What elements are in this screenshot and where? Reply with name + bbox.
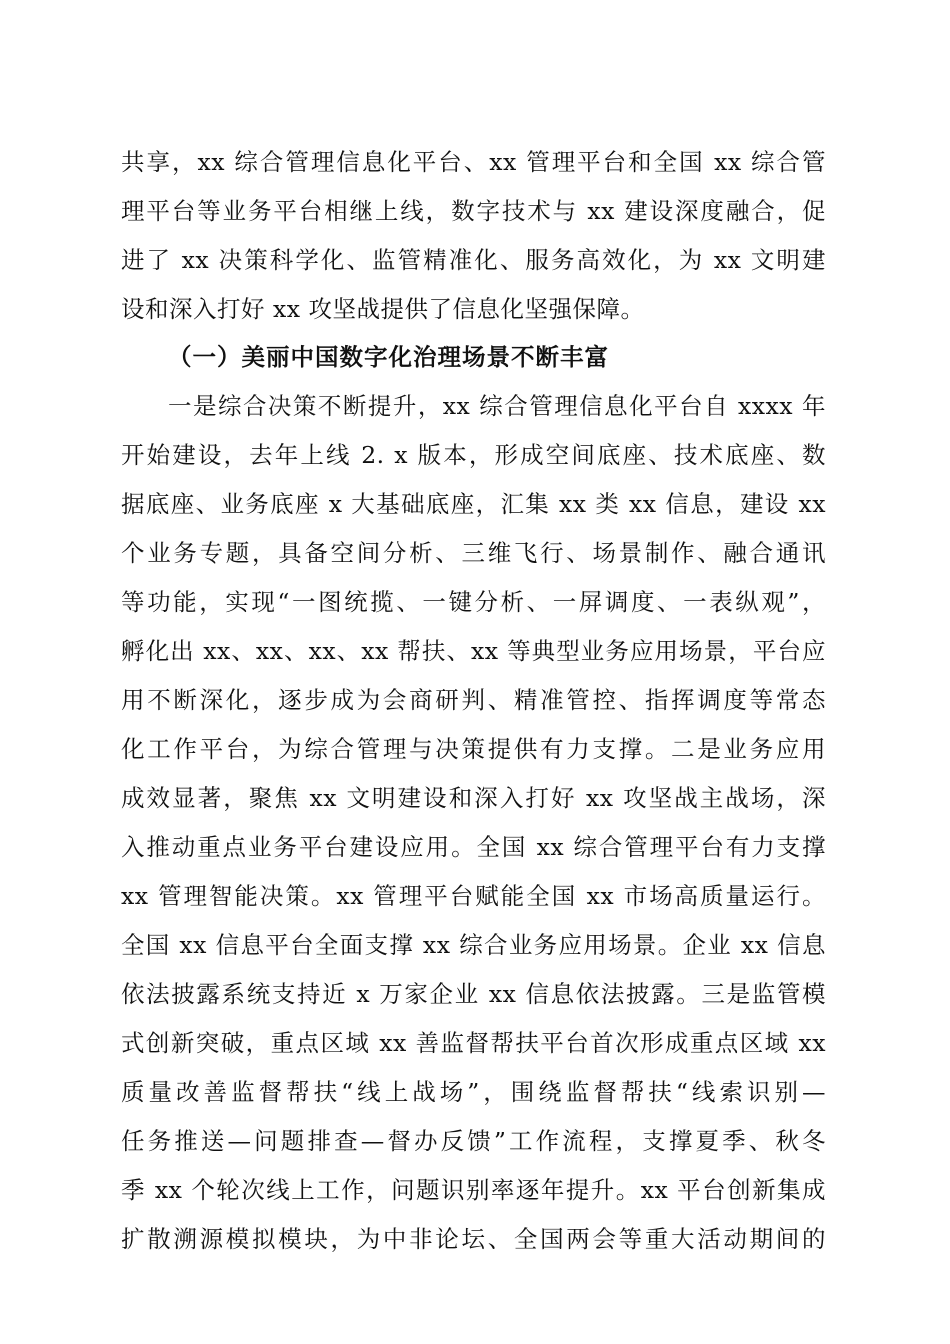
intro-line-1: 共享，xx 综合管理信息化平台、xx 管理平台和全国 xx 综合管 (121, 148, 826, 176)
body-line-7: 用不断深化，逐步成为会商研判、精准管控、指挥调度等常态 (121, 686, 826, 714)
body-line-17: 季 xx 个轮次线上工作，问题识别率逐年提升。xx 平台创新集成 (121, 1176, 826, 1204)
body-line-2: 开始建设，去年上线 2. x 版本，形成空间底座、技术底座、数 (121, 441, 826, 469)
body-line-10: 入推动重点业务平台建设应用。全国 xx 综合管理平台有力支撑 (121, 833, 826, 861)
body-line-11: xx 管理智能决策。xx 管理平台赋能全国 xx 市场高质量运行。 (121, 882, 826, 910)
body-line-5: 等功能，实现“一图统揽、一键分析、一屏调度、一表纵观”， (121, 588, 826, 616)
intro-line-2: 理平台等业务平台相继上线，数字技术与 xx 建设深度融合，促 (121, 197, 826, 225)
intro-line-3: 进了 xx 决策科学化、监管精准化、服务高效化，为 xx 文明建 (121, 246, 826, 274)
body-line-9: 成效显著，聚焦 xx 文明建设和深入打好 xx 攻坚战主战场，深 (121, 784, 826, 812)
body-line-16: 任务推送—问题排查—督办反馈”工作流程，支撑夏季、秋冬 (121, 1127, 826, 1155)
body-line-8: 化工作平台，为综合管理与决策提供有力支撑。二是业务应用 (121, 735, 826, 763)
intro-line-4: 设和深入打好 xx 攻坚战提供了信息化坚强保障。 (121, 295, 645, 323)
body-line-18: 扩散溯源模拟模块，为中非论坛、全国两会等重大活动期间的 (121, 1225, 826, 1253)
body-line-6: 孵化出 xx、xx、xx、xx 帮扶、xx 等典型业务应用场景，平台应 (121, 637, 826, 665)
body-line-12: 全国 xx 信息平台全面支撑 xx 综合业务应用场景。企业 xx 信息 (121, 931, 826, 959)
body-line-15: 质量改善监督帮扶“线上战场”，围绕监督帮扶“线索识别— (121, 1078, 826, 1106)
section-heading: （一）美丽中国数字化治理场景不断丰富 (168, 343, 609, 371)
body-line-4: 个业务专题，具备空间分析、三维飞行、场景制作、融合通讯 (121, 539, 826, 567)
body-line-14: 式创新突破，重点区域 xx 善监督帮扶平台首次形成重点区域 xx (121, 1029, 826, 1057)
body-line-1: 一是综合决策不断提升，xx 综合管理信息化平台自 xxxx 年 (168, 392, 826, 420)
body-line-13: 依法披露系统支持近 x 万家企业 xx 信息依法披露。三是监管模 (121, 980, 826, 1008)
body-line-3: 据底座、业务底座 x 大基础底座，汇集 xx 类 xx 信息，建设 xx (121, 490, 826, 518)
